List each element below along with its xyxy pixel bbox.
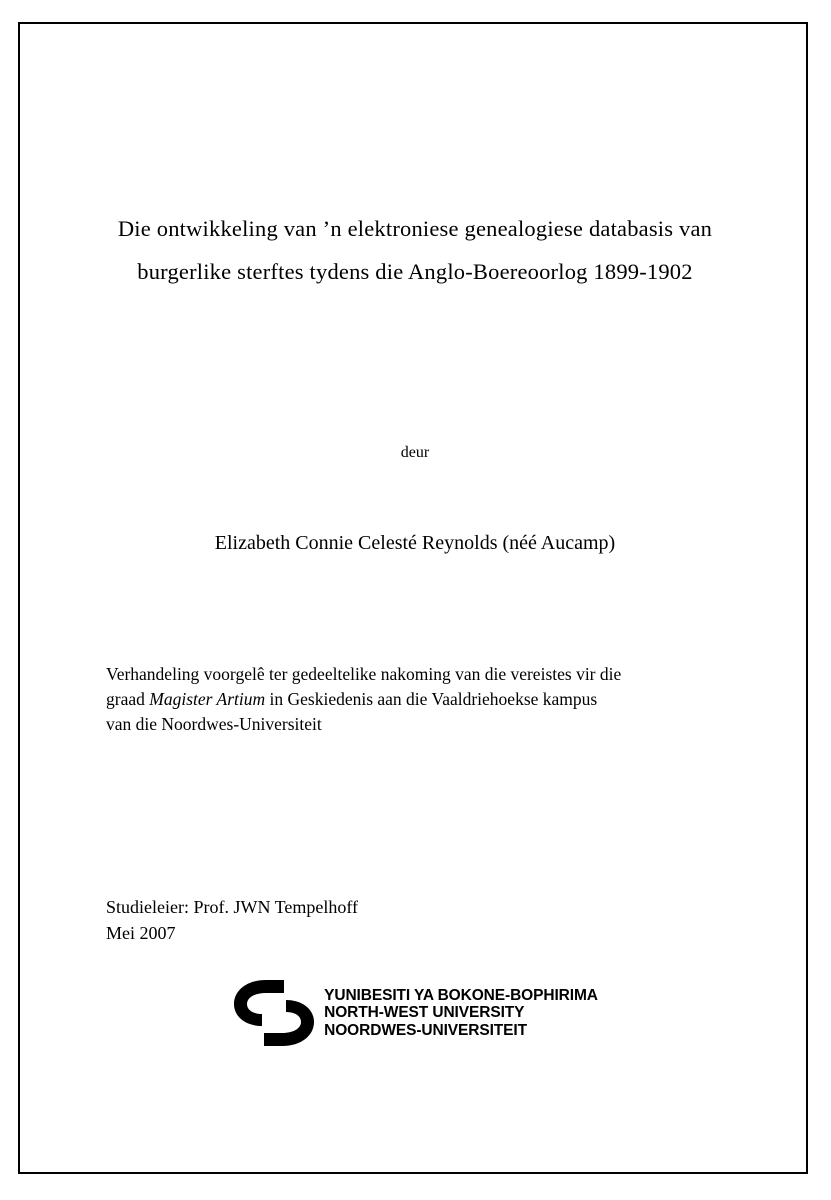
date-line: Mei 2007 <box>106 923 176 943</box>
statement-line-2-suffix: in Geskiedenis aan die Vaaldriehoekse kampus <box>265 689 598 709</box>
degree-statement <box>106 662 726 737</box>
supervisor-line: Studieleier: Prof. JWN Tempelhoff <box>106 897 359 917</box>
university-logo <box>90 974 740 1052</box>
nwu-logo-icon <box>232 974 316 1052</box>
by-word: deur <box>400 444 430 461</box>
statement-line-2-prefix: graad <box>106 689 150 709</box>
logo-text-line-1: YUNIBESITI YA BOKONE-BOPHIRIMA <box>324 986 598 1004</box>
title-line-2: burgerlike sterftes tydens die Anglo-Boereoorlog 1899-1902 <box>137 259 693 284</box>
title-line-1: Die ontwikkeling van ’n elektroniese genealogiese databasis van <box>117 216 713 241</box>
document-title <box>100 207 730 293</box>
logo-text-line-2: NORTH-WEST UNIVERSITY <box>324 1004 525 1022</box>
statement-line-3: van die Noordwes-Universiteit <box>106 714 322 734</box>
author-name: Elizabeth Connie Celesté Reynolds (néé Aucamp) <box>214 532 616 554</box>
logo-text-line-3: NOORDWES-UNIVERSITEIT <box>324 1021 527 1039</box>
statement-line-1: Verhandeling voorgelê ter gedeeltelike nakoming van die vereistes vir die <box>106 664 622 684</box>
page-content <box>90 22 740 1174</box>
logo-text <box>324 987 598 1040</box>
supervisor-block <box>106 894 726 946</box>
degree-name: Magister Artium <box>149 689 266 709</box>
statement-line-2 <box>106 687 726 712</box>
